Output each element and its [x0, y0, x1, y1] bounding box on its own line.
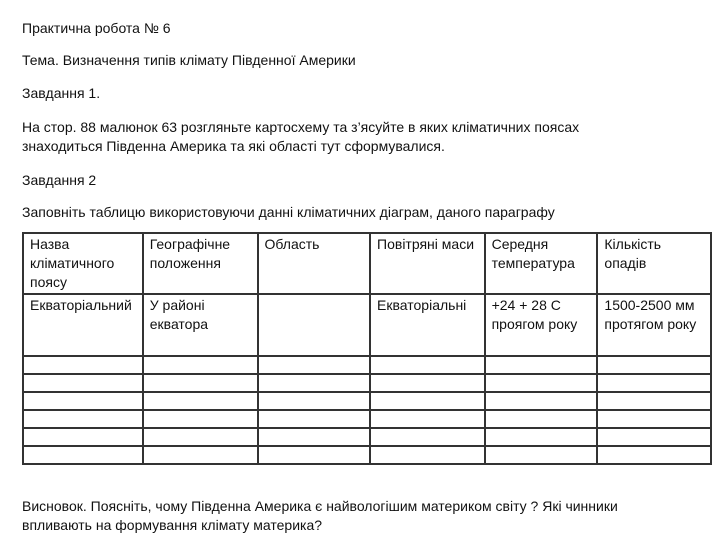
- task2-instruction: Заповніть таблицю використовуючи данні кліматичних діаграм, даного параграфу: [22, 204, 555, 220]
- header-cell: Кількість опадів: [597, 233, 711, 294]
- empty-row: [23, 446, 711, 464]
- table-cell: 1500-2500 мм протягом року: [597, 294, 711, 356]
- conclusion-text-2: впливають на формування клімату материка?: [22, 517, 323, 533]
- header-cell: Повітряні маси: [370, 233, 485, 294]
- conclusion-text-1: Висновок. Поясніть, чому Південна Америка є найвологішим материком світу ? Які чинники: [22, 498, 618, 514]
- table-header-row: [23, 233, 711, 294]
- table-cell: У районі екватора: [143, 294, 258, 356]
- topic: Тема. Визначення типів клімату Південної Америки: [22, 52, 356, 68]
- table-cell: Екваторіальний: [23, 294, 143, 356]
- table-cell: +24 + 28 С проягом року: [485, 294, 598, 356]
- task1-text-1: На стор. 88 малюнок 63 розгляньте картосхему та з’ясуйте в яких кліматичних поясах: [22, 119, 580, 135]
- table-cell: Екваторіальні: [370, 294, 485, 356]
- empty-row: [23, 392, 711, 410]
- header-cell: Географічне положення: [143, 233, 258, 294]
- climate-table: [22, 232, 712, 465]
- task1-text-2: знаходиться Південна Америка та які області тут сформувалися.: [22, 138, 445, 154]
- table-cell: [258, 294, 371, 356]
- empty-row: [23, 410, 711, 428]
- empty-row: [23, 356, 711, 374]
- table-row: [23, 294, 711, 356]
- task1-heading: Завдання 1.: [22, 85, 101, 101]
- empty-row: [23, 428, 711, 446]
- header-cell: Область: [258, 233, 371, 294]
- header-cell: Середня температура: [485, 233, 598, 294]
- task2-heading: Завдання 2: [22, 172, 97, 188]
- empty-row: [23, 374, 711, 392]
- page-title: Практична робота № 6: [22, 20, 171, 36]
- header-cell: Назва кліматичного поясу: [23, 233, 143, 294]
